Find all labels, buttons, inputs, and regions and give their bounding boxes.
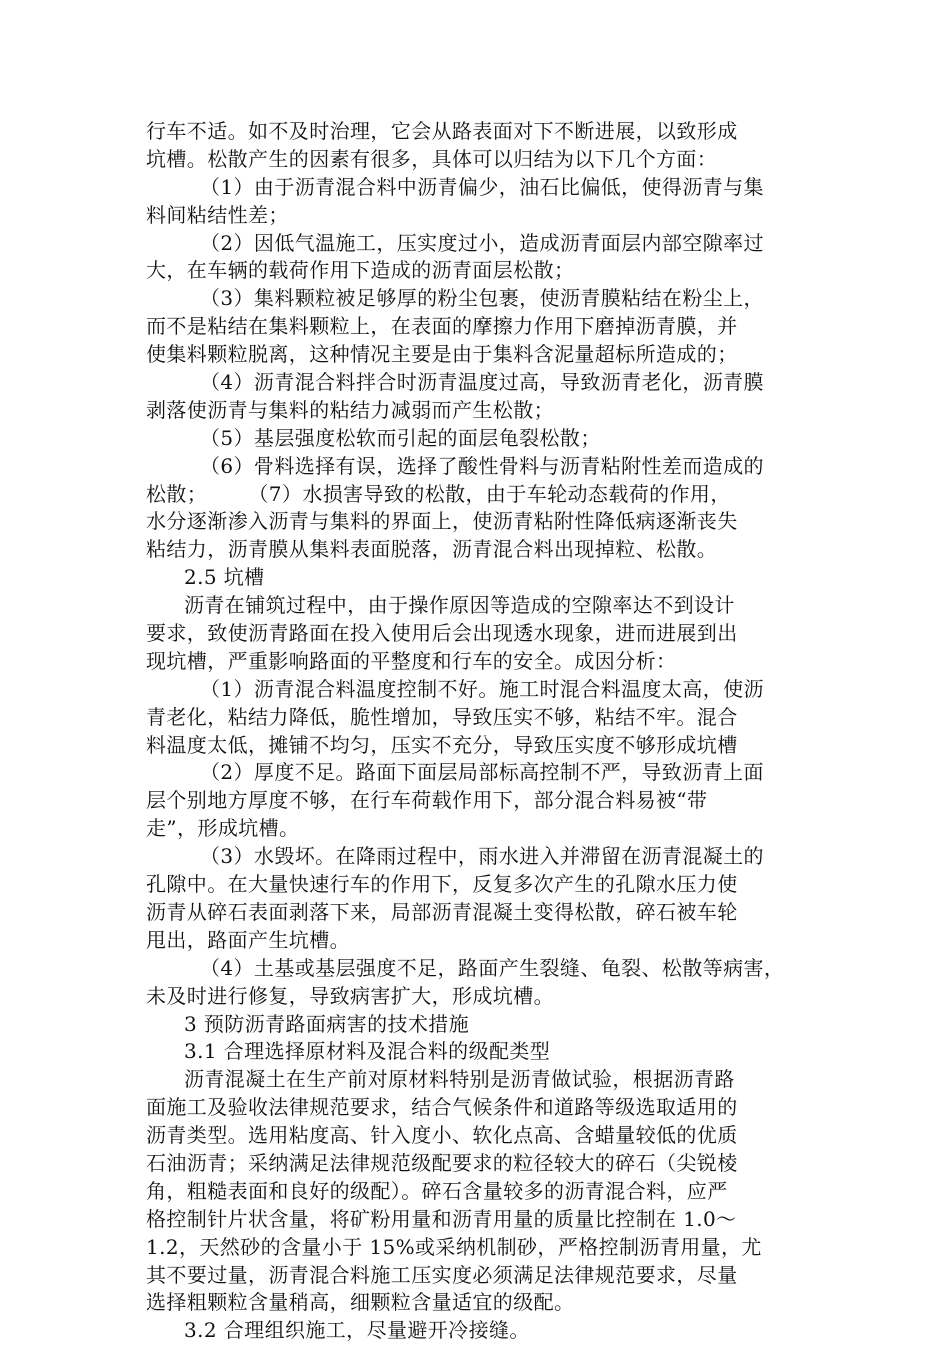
text-line: 选择粗颗粒含量稍高，细颗粒含量适宜的级配。 [146,1290,575,1315]
text-line: 沥青类型。选用粘度高、针入度小、软化点高、含蜡量较低的优质 [146,1123,738,1148]
text-line: 3 预防沥青路面病害的技术措施 [184,1011,470,1036]
text-line: 1.2，天然砂的含量小于 15%或采纳机制砂，严格控制沥青用量，尤 [146,1234,762,1259]
text-line: 3.1 合理选择原材料及混合料的级配类型 [184,1039,551,1064]
text-line: （4）沥青混合料拌合时沥青温度过高，导致沥青老化，沥青膜 [200,370,764,395]
text-line: 料间粘结性差； [146,202,289,227]
text-line: 松散； （7）水损害导致的松散，由于车轮动态载荷的作用， [146,481,731,506]
text-line: 粘结力，沥青膜从集料表面脱落，沥青混合料出现掉粒、松散。 [146,537,718,562]
text-line: 格控制针片状含量，将矿粉用量和沥青用量的质量比控制在 1.0～ [146,1206,737,1231]
text-line: （2）因低气温施工，压实度过小，造成沥青面层内部空隙率过 [200,230,764,255]
text-line: （1）由于沥青混合料中沥青偏少，油石比偏低，使得沥青与集 [200,174,764,199]
text-line: 现坑槽，严重影响路面的平整度和行车的安全。成因分析： [146,648,677,673]
text-line: 水分逐渐渗入沥青与集料的界面上，使沥青粘附性降低病逐渐丧失 [146,509,738,534]
text-line: 角，粗糙表面和良好的级配）。碎石含量较多的沥青混合料，应严 [146,1178,728,1203]
text-line: 剥落使沥青与集料的粘结力减弱而产生松散； [146,397,554,422]
text-line: 沥青从碎石表面剥落下来，局部沥青混凝土变得松散，碎石被车轮 [146,899,738,924]
text-line: 行车不适。如不及时治理，它会从路表面对下不断进展，以致形成 [146,119,738,143]
text-line: （4）土基或基层强度不足，路面产生裂缝、龟裂、松散等病害， [200,955,785,980]
text-line: 面施工及验收法律规范要求，结合气候条件和道路等级选取适用的 [146,1095,738,1120]
text-line: 青老化，粘结力降低，脆性增加，导致压实不够，粘结不牢。混合 [146,704,738,729]
text-line: 层个别地方厚度不够，在行车荷载作用下，部分混合料易被“带 [146,788,708,813]
text-line: 未及时进行修复，导致病害扩大，形成坑槽。 [146,983,554,1008]
text-line: 其不要过量，沥青混合料施工压实度必须满足法律规范要求，尽量 [146,1262,738,1287]
text-line: 沥青混凝土在生产前对原材料特别是沥青做试验，根据沥青路 [184,1067,735,1092]
text-line: 3.2 合理组织施工，尽量避开冷接缝。 [184,1318,530,1343]
text-line: （5）基层强度松软而引起的面层龟裂松散； [200,425,601,450]
text-line: （3）水毁坏。在降雨过程中，雨水进入并滞留在沥青混凝土的 [200,844,764,869]
text-line: 走”，形成坑槽。 [146,816,300,841]
text-line: 石油沥青；采纳满足法律规范级配要求的粒径较大的碎石（尖锐棱 [146,1150,738,1175]
text-line: 甩出，路面产生坑槽。 [146,927,350,952]
text-line: （6）骨料选择有误，选择了酸性骨料与沥青粘附性差而造成的 [200,453,764,478]
text-line: 使集料颗粒脱离，这种情况主要是由于集料含泥量超标所造成的； [146,342,738,367]
text-line: （3）集料颗粒被足够厚的粉尘包裹，使沥青膜粘结在粉尘上， [200,286,764,311]
text-line: 沥青在铺筑过程中，由于操作原因等造成的空隙率达不到设计 [184,593,735,618]
text-line: 料温度太低，摊铺不均匀，压实不充分，导致压实度不够形成坑槽 [146,732,738,757]
text-line: 坑槽。松散产生的因素有很多，具体可以归结为以下几个方面： [146,146,718,171]
text-line: （1）沥青混合料温度控制不好。施工时混合料温度太高，使沥 [200,676,764,701]
text-line: 大，在车辆的载荷作用下造成的沥青面层松散； [146,258,575,283]
text-line: 2.5 坑槽 [184,565,265,590]
document-body [146,118,814,1345]
text-line: 而不是粘结在集料颗粒上，在表面的摩擦力作用下磨掉沥青膜，并 [146,314,738,339]
text-line: （2）厚度不足。路面下面层局部标高控制不严，导致沥青上面 [200,760,764,785]
text-line: 要求，致使沥青路面在投入使用后会出现透水现象，进而进展到出 [146,621,738,646]
text-line: 孔隙中。在大量快速行车的作用下，反复多次产生的孔隙水压力使 [146,872,738,897]
